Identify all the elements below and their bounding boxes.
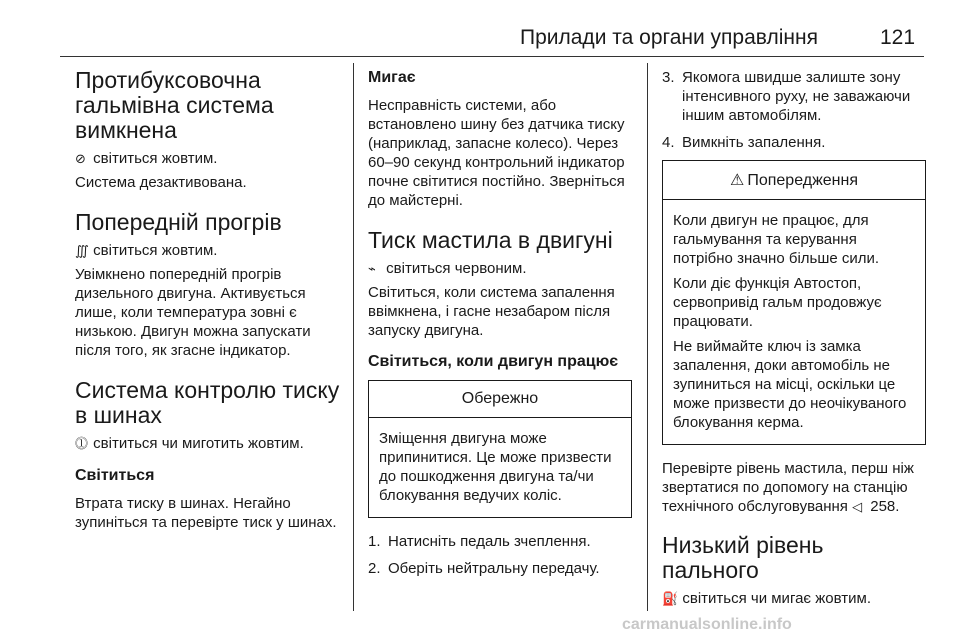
section-title: Система контролю тиску в шинах: [75, 377, 340, 428]
indicator-line: [75, 149, 343, 169]
list-item: 4. Вимкніть запалення.: [662, 134, 826, 151]
indicator-line: [75, 434, 343, 454]
warning-box: [662, 160, 926, 445]
warning-title: Попередження: [747, 172, 859, 189]
indicator-line: [75, 241, 343, 261]
body-text: Увімкнено попередній прогрів дизельного двигуна. Активується лише, коли температура зовні є низькою. Двигун можна запускати після того, як згасне індикатор.: [75, 266, 311, 359]
body-text: Світиться, коли система запалення ввімкнена, і гасне незабаром після запуску двигуна.: [368, 284, 615, 339]
indicator-text: світиться жовтим.: [93, 242, 218, 259]
body-text: Втрата тиску в шинах. Негайно зупиніться та перевірте тиск у шинах.: [75, 495, 337, 531]
fuel-pump-icon: ⛽: [662, 592, 679, 607]
tire-pressure-icon: ⓵: [75, 437, 89, 452]
warning-text: Не виймайте ключ із замка запалення, доки автомобіль не зупиниться на місці, оскільки це може призвести до неочікуваного блокування керма.: [673, 338, 907, 431]
caution-title: Обережно: [369, 381, 631, 418]
watermark: carmanualsonline.info: [622, 616, 792, 633]
body-text: Несправність системи, або встановлено шину без датчика тиску (наприклад, запасне колесо). Через 60–90 секунд контрольний індикатор почне світитися постійно. Зверніться до майстерні.: [368, 97, 625, 209]
warning-text: Коли двигун не працює, для гальмування та керування потрібно значно більше сили.: [673, 212, 880, 267]
list-item: 2. Оберіть нейтральну передачу.: [368, 560, 600, 577]
indicator-text: світиться жовтим.: [93, 150, 218, 167]
header-divider: [60, 56, 924, 57]
indicator-text: світиться чи миготить жовтим.: [93, 435, 304, 452]
indicator-line: [368, 259, 632, 279]
caution-box: [368, 380, 632, 518]
subsection-title: Мигає: [368, 69, 416, 86]
traction-control-off-icon: ⊘: [75, 152, 86, 167]
body-text: Система дезактивована.: [75, 174, 247, 191]
glow-plug-icon: ∭: [75, 244, 89, 259]
indicator-line: [662, 589, 926, 609]
page-number: 121: [880, 26, 916, 49]
indicator-text: світиться чи мигає жовтим.: [682, 590, 871, 607]
page-reference-icon: ◁: [852, 500, 863, 515]
warning-title-bar: [663, 161, 925, 200]
column-1: [75, 68, 343, 540]
section-title: Тиск мастила в двигуні: [368, 227, 613, 253]
page-reference[interactable]: 258.: [870, 498, 900, 515]
section-title: Низький рівень пального: [662, 532, 824, 583]
steps-list: [368, 532, 632, 578]
indicator-text: світиться червоним.: [386, 260, 527, 277]
column-divider: [353, 63, 354, 611]
caution-text: Зміщення двигуна може припинитися. Це може призвести до пошкодження двигуна та/чи блокування ведучих коліс.: [379, 430, 612, 504]
subsection-title: Світиться: [75, 467, 155, 484]
warning-text: Коли діє функція Автостоп, сервопривід гальм продовжує працювати.: [673, 275, 882, 330]
column-2: [368, 68, 632, 586]
oil-pressure-icon: ⌁: [368, 262, 376, 277]
section-title: Протибуксовочна гальмівна система вимкнена: [75, 67, 274, 143]
warning-triangle-icon: ⚠: [729, 170, 745, 189]
list-item: 1. Натисніть педаль зчеплення.: [368, 533, 591, 550]
body-text: Перевірте рівень мастила, перш ніж звертатися по допомогу на станцію технічного обслуговування ◁ 258.: [662, 460, 914, 515]
subsection-title: Світиться, коли двигун працює: [368, 353, 619, 370]
section-title: Попередній прогрів: [75, 209, 282, 235]
steps-list: [662, 68, 926, 152]
column-3: [662, 68, 926, 613]
column-divider: [647, 63, 648, 611]
header-title: Прилади та органи управління: [520, 26, 818, 49]
list-item: 3. Якомога швидше залиште зону інтенсивного руху, не заважаючи іншим автомобілям.: [662, 69, 911, 124]
